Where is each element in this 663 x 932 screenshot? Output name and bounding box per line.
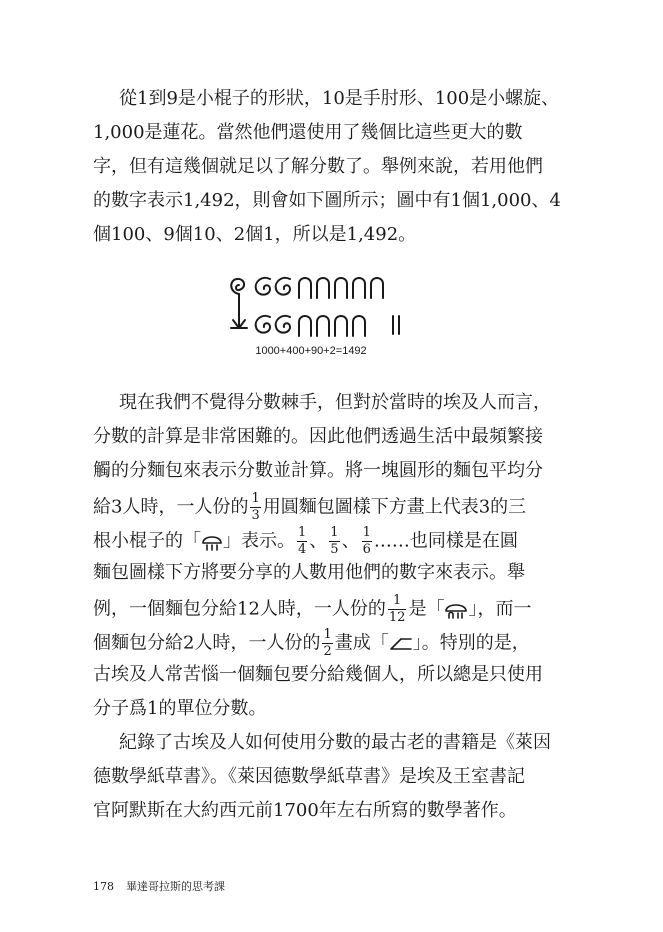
text-line: 德數學紙草書》。《萊因德數學紙草書》是埃及王室書記	[93, 766, 525, 787]
text-line: 古埃及人常苦惱一個麵包要分給幾個人，所以總是只使用	[93, 664, 543, 685]
bread-glyph-one-third	[201, 533, 223, 551]
text-segment: 給3人時，一人份的	[93, 496, 249, 518]
text-segment: ……也同樣是在圓	[373, 530, 518, 552]
text-segment: 用圓麵包圖樣下方畫上代表3的三	[262, 496, 527, 518]
text-segment: 」，而一	[468, 598, 532, 620]
text-line: 的數字表示1,492，則會如下圖所示；圖中有1個1,000、4	[93, 190, 561, 211]
spiral-glyph-100	[276, 316, 290, 333]
fraction-one-third	[250, 492, 260, 523]
text-segment: 、	[309, 530, 328, 552]
page-footer	[93, 878, 237, 894]
fraction-numerator: 1	[362, 525, 371, 540]
fraction-denominator: 2	[323, 644, 332, 659]
fraction-one-fourth	[297, 526, 307, 557]
paragraph-3	[93, 730, 553, 830]
fraction-numerator: 1	[393, 593, 402, 608]
fraction-denominator: 5	[330, 542, 339, 557]
elbow-glyph-10	[299, 278, 311, 298]
elbow-glyph-10	[335, 278, 347, 298]
elbow-glyph-10	[371, 278, 383, 298]
text-line: 紀錄了古埃及人如何使用分數的最古老的書籍是《萊因	[119, 732, 551, 753]
fraction-denominator: 4	[298, 542, 307, 557]
fraction-one-fifth	[329, 526, 339, 557]
spiral-glyph-100	[256, 316, 270, 333]
spiral-glyph-100	[256, 278, 270, 295]
fraction-one-half	[322, 628, 332, 659]
elbow-glyph-10	[353, 316, 365, 336]
text-line: 分子爲1的單位分數。	[93, 698, 267, 719]
figure-caption: 1000+400+90+2=1492	[255, 345, 367, 357]
paragraph-2	[93, 390, 553, 719]
text-segment: 根小棍子的「	[93, 530, 201, 552]
text-segment: 」表示。	[223, 530, 295, 552]
fraction-numerator: 1	[330, 525, 339, 540]
fraction-one-twelfth	[388, 594, 407, 625]
book-title: 畢達哥拉斯的思考課	[126, 880, 225, 893]
text-line: 字，但有這幾個就足以了解分數了。舉例來說，若用他們	[93, 156, 543, 177]
text-line: 從1到9是小棍子的形狀，10是手肘形、100是小螺旋、	[119, 88, 560, 109]
text-line	[93, 525, 518, 557]
hieroglyph-numerals	[225, 270, 425, 344]
elbow-glyph-10	[335, 316, 347, 336]
text-line: 個100、9個10、2個1，所以是1,492。	[93, 224, 417, 245]
page-number: 178	[93, 880, 114, 893]
text-segment: 、	[341, 530, 360, 552]
text-segment: 例，一個麵包分給12人時，一人份的	[93, 598, 386, 620]
text-line: 現在我們不覺得分數棘手，但對於當時的埃及人而言，	[119, 392, 551, 413]
text-segment: 個麵包分給2人時，一人份的	[93, 632, 321, 654]
text-line: 觸的分麵包來表示分數並計算。將一塊圓形的麵包平均分	[93, 460, 543, 481]
spiral-glyph-100	[276, 278, 290, 295]
fraction-denominator: 12	[388, 610, 406, 625]
text-segment: 」。特別的是，	[412, 632, 530, 654]
text-line: 官阿默斯在大約西元前1700年左右所寫的數學著作。	[93, 800, 517, 821]
text-line: 1,000是蓮花。當然他們還使用了幾個比這些更大的數	[93, 122, 523, 143]
half-glyph	[389, 636, 413, 652]
text-line	[93, 491, 527, 523]
fraction-numerator: 1	[323, 627, 332, 642]
text-line: 麵包圖樣下方將要分享的人數用他們的數字來表示。舉	[93, 562, 525, 583]
text-segment: 是「	[408, 598, 445, 620]
hieroglyph-numeral-figure	[225, 270, 425, 362]
text-line: 分數的計算是非常困難的。因此他們透過生活中最頻繁接	[93, 426, 543, 447]
fraction-denominator: 3	[251, 508, 260, 523]
elbow-glyph-10	[299, 316, 311, 336]
text-line	[93, 627, 530, 659]
fraction-one-sixth	[362, 526, 372, 557]
text-line	[93, 593, 532, 625]
fraction-numerator: 1	[298, 525, 307, 540]
elbow-glyph-10	[317, 316, 329, 336]
bread-glyph-one-twelfth	[444, 601, 468, 619]
paragraph-1	[93, 86, 561, 256]
fraction-numerator: 1	[251, 491, 260, 506]
lotus-glyph-1000	[231, 279, 247, 328]
text-segment: 畫成「	[334, 632, 389, 654]
elbow-glyph-10	[317, 278, 329, 298]
elbow-glyph-10	[353, 278, 365, 298]
fraction-denominator: 6	[362, 542, 371, 557]
